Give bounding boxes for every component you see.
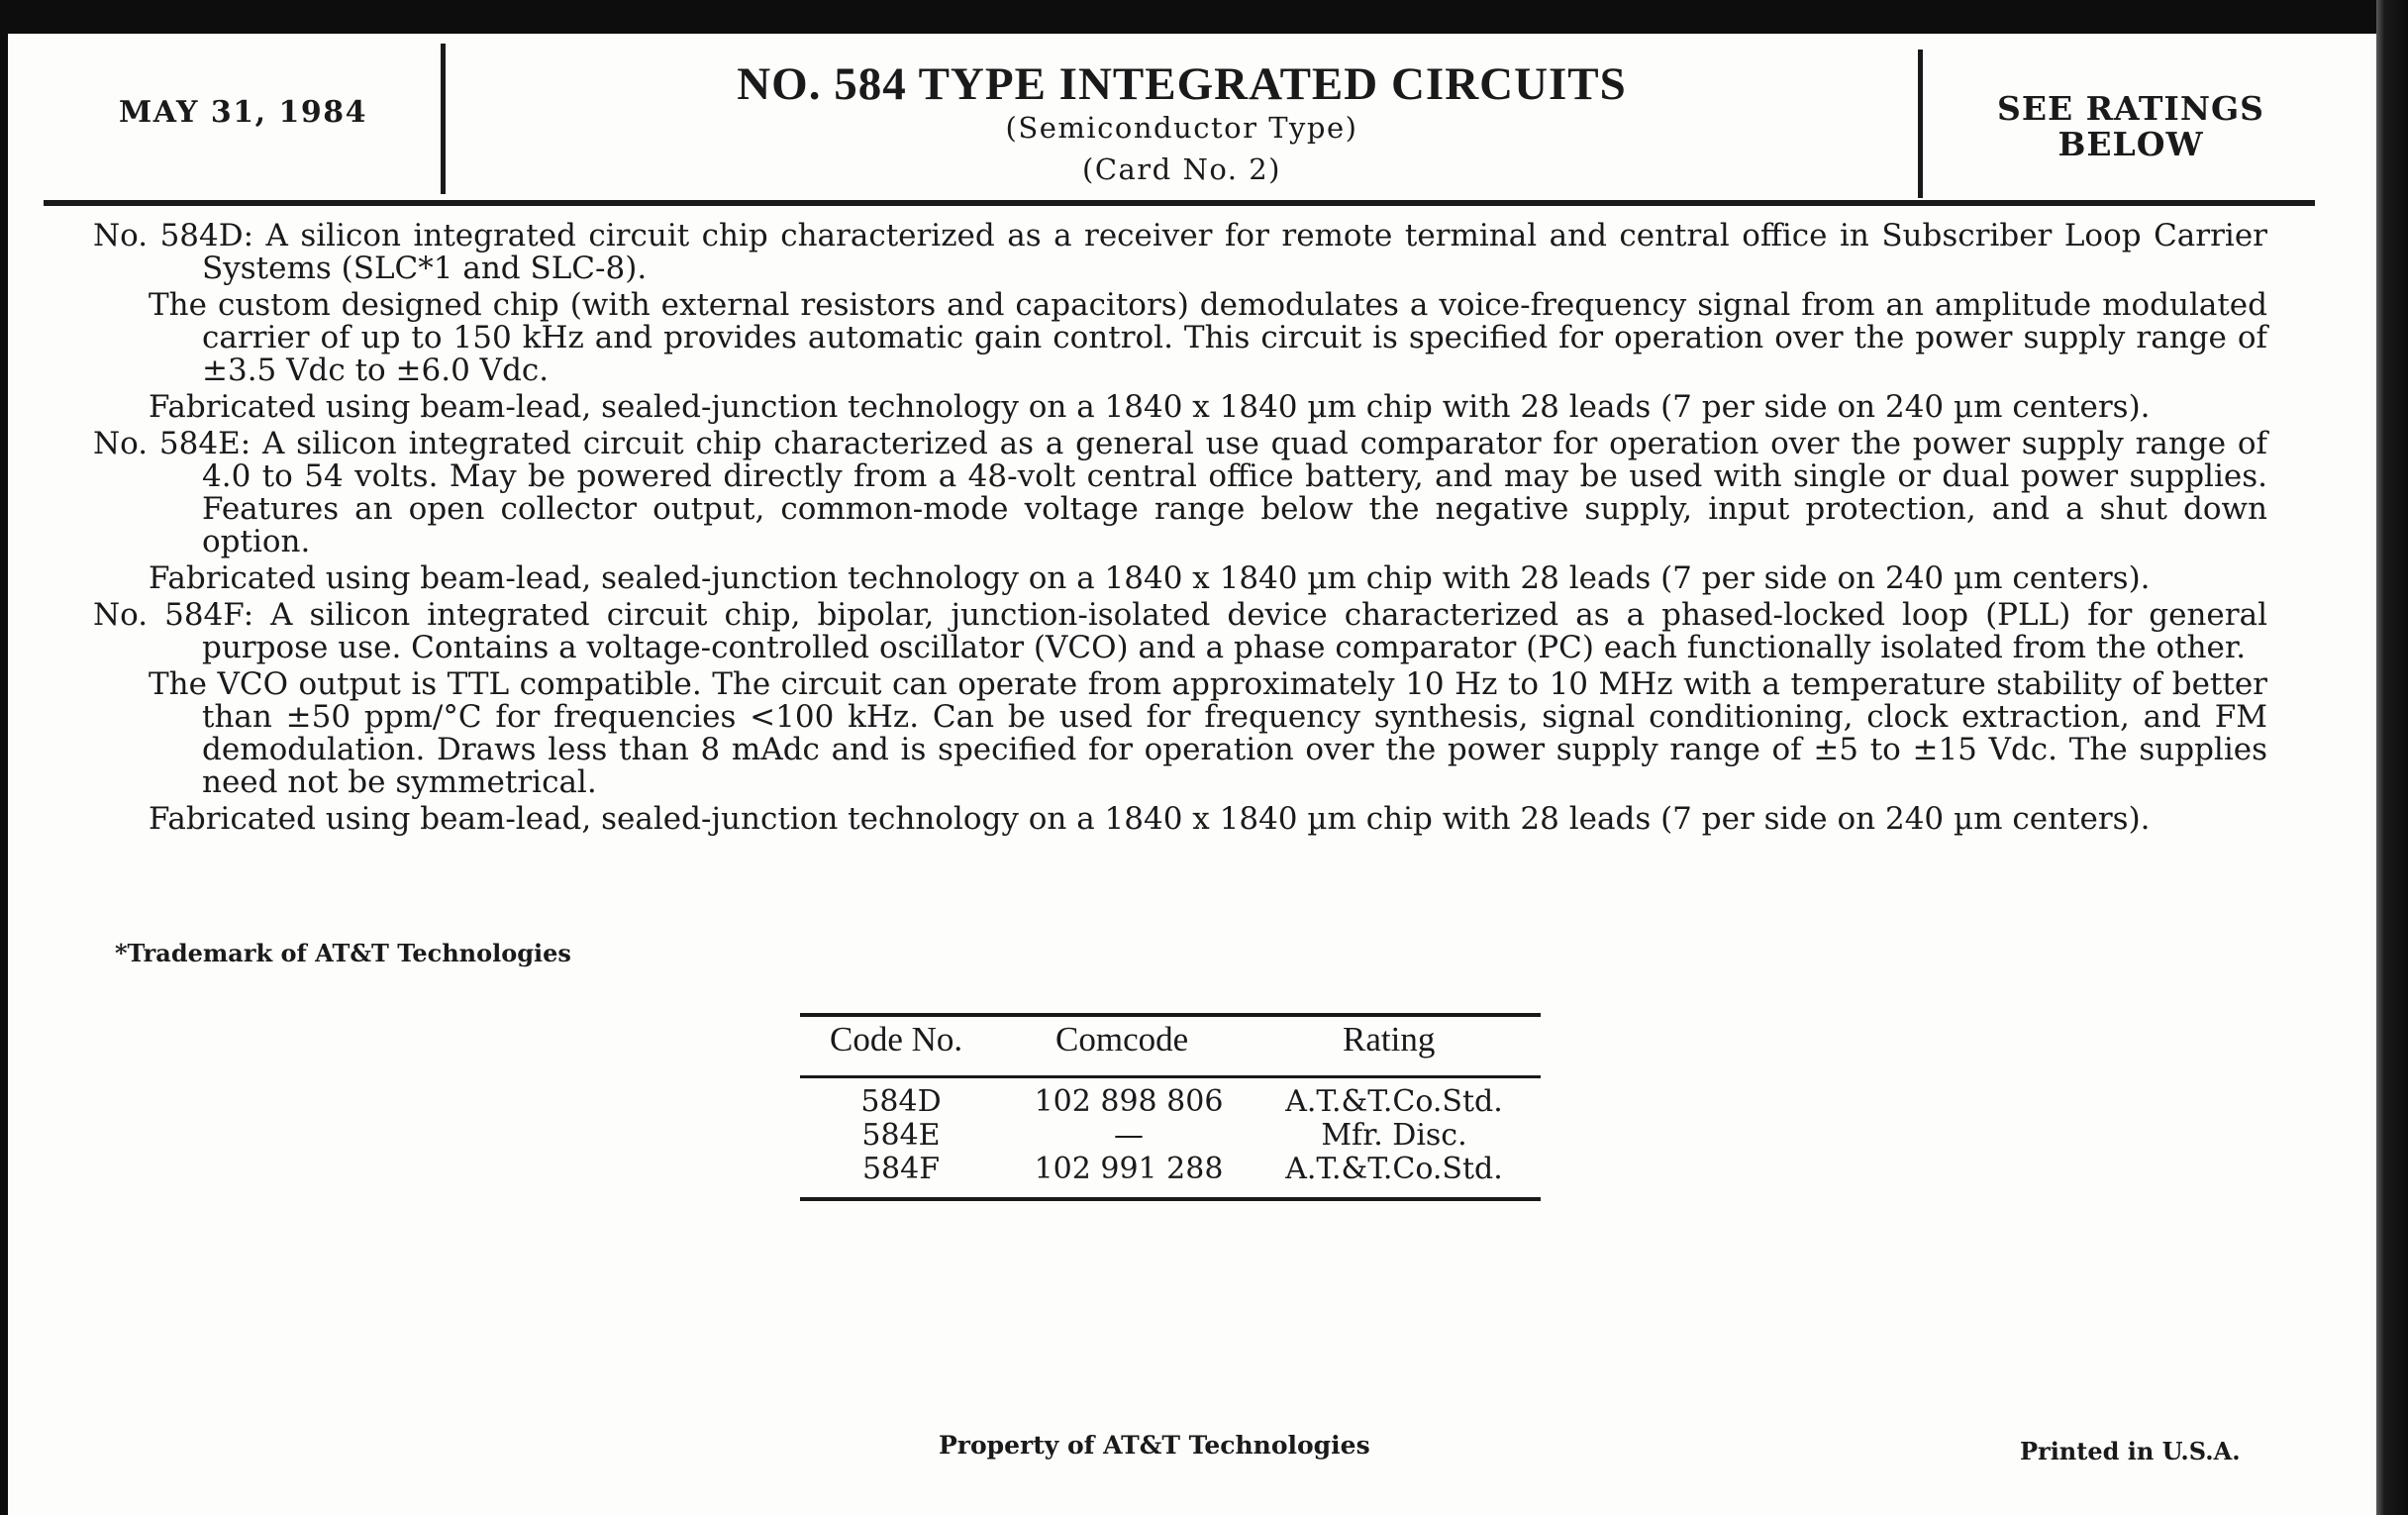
paragraph-584f-intro: No. 584F: A silicon integrated circuit chip, bipolar, junction-isolated device characterized as a phased-locked loop (PLL) for general purpose use. Contains a voltage-controlled oscillator (VCO) and a phase comparator (PC) each functionally isolated from the other.	[93, 597, 2267, 665]
table-cell-code: 584E	[861, 1118, 941, 1153]
table-rule-top	[800, 1013, 1541, 1017]
table-header-rating: Rating	[1343, 1020, 1436, 1059]
paragraph-584f-fabrication: Fabricated using beam-lead, sealed-junction technology on a 1840 x 1840 µm chip with 28 leads (7 per side on 240 µm centers).	[149, 801, 2151, 837]
page-subtitle-type: (Semiconductor Type)	[1005, 111, 1358, 145]
paragraph-584d-fabrication: Fabricated using beam-lead, sealed-junction technology on a 1840 x 1840 µm chip with 28 leads (7 per side on 240 µm centers).	[149, 389, 2151, 425]
ratings-note-line1: SEE RATINGS	[1996, 89, 2265, 128]
table-cell-comcode: —	[1114, 1118, 1144, 1153]
trademark-footnote: *Trademark of AT&T Technologies	[115, 939, 571, 967]
table-cell-rating: A.T.&T.Co.Std.	[1285, 1084, 1503, 1119]
description-body	[93, 220, 2267, 840]
table-rule-header	[800, 1075, 1541, 1078]
scan-border-top	[0, 0, 2408, 34]
table-header-code: Code No.	[830, 1020, 963, 1059]
table-cell-comcode: 102 898 806	[1034, 1084, 1224, 1119]
ratings-note-line2: BELOW	[2057, 125, 2204, 163]
page-title: NO. 584 TYPE INTEGRATED CIRCUITS	[737, 58, 1627, 110]
table-cell-rating: Mfr. Disc.	[1321, 1118, 1467, 1153]
scan-border-left	[0, 0, 8, 1515]
paragraph-584f-detail: The VCO output is TTL compatible. The circuit can operate from approximately 10 Hz to 10 MHz with a temperature stability of better than ±50 ppm/°C for frequencies <100 kHz. Can be used for frequency synthesis, signal conditioning, clock extraction, and FM demodulation. Draws less than 8 mAdc and is specified for operation over the power supply range of ±5 to ±15 Vdc. The supplies need not be symmetrical.	[149, 666, 2267, 800]
table-cell-code: 584D	[860, 1084, 942, 1119]
table-cell-code: 584F	[861, 1152, 941, 1186]
header-rule	[44, 200, 2315, 206]
printed-notice: Printed in U.S.A.	[2020, 1437, 2241, 1465]
table-cell-comcode: 102 991 288	[1034, 1152, 1224, 1186]
ratings-note	[1923, 91, 2339, 162]
paragraph-584e-fabrication: Fabricated using beam-lead, sealed-junction technology on a 1840 x 1840 µm chip with 28 leads (7 per side on 240 µm centers).	[149, 560, 2151, 596]
paragraph-584d-detail: The custom designed chip (with external resistors and capacitors) demodulates a voice-frequency signal from an amplitude modulated carrier of up to 150 kHz and provides automatic gain control. This circuit is specified for operation over the power supply range of ±3.5 Vdc to ±6.0 Vdc.	[149, 287, 2267, 388]
paragraph-584e-intro: No. 584E: A silicon integrated circuit chip characterized as a general use quad comparator for operation over the power supply range of 4.0 to 54 volts. May be powered directly from a 48-volt central office battery, and may be used with single or dual power supplies. Features an open collector output, common-mode voltage range below the negative supply, input protection, and a shut down option.	[93, 426, 2267, 559]
issue-date: MAY 31, 1984	[119, 95, 367, 130]
table-header-comcode: Comcode	[1055, 1020, 1189, 1059]
paragraph-584d-intro: No. 584D: A silicon integrated circuit chip characterized as a receiver for remote terminal and central office in Subscriber Loop Carrier Systems (SLC*1 and SLC-8).	[93, 218, 2267, 286]
property-notice: Property of AT&T Technologies	[939, 1431, 1370, 1460]
scan-border-right	[2376, 0, 2408, 1515]
table-rule-bottom	[800, 1197, 1541, 1201]
page-subtitle-card: (Card No. 2)	[1082, 152, 1281, 186]
table-cell-rating: A.T.&T.Co.Std.	[1285, 1152, 1503, 1186]
